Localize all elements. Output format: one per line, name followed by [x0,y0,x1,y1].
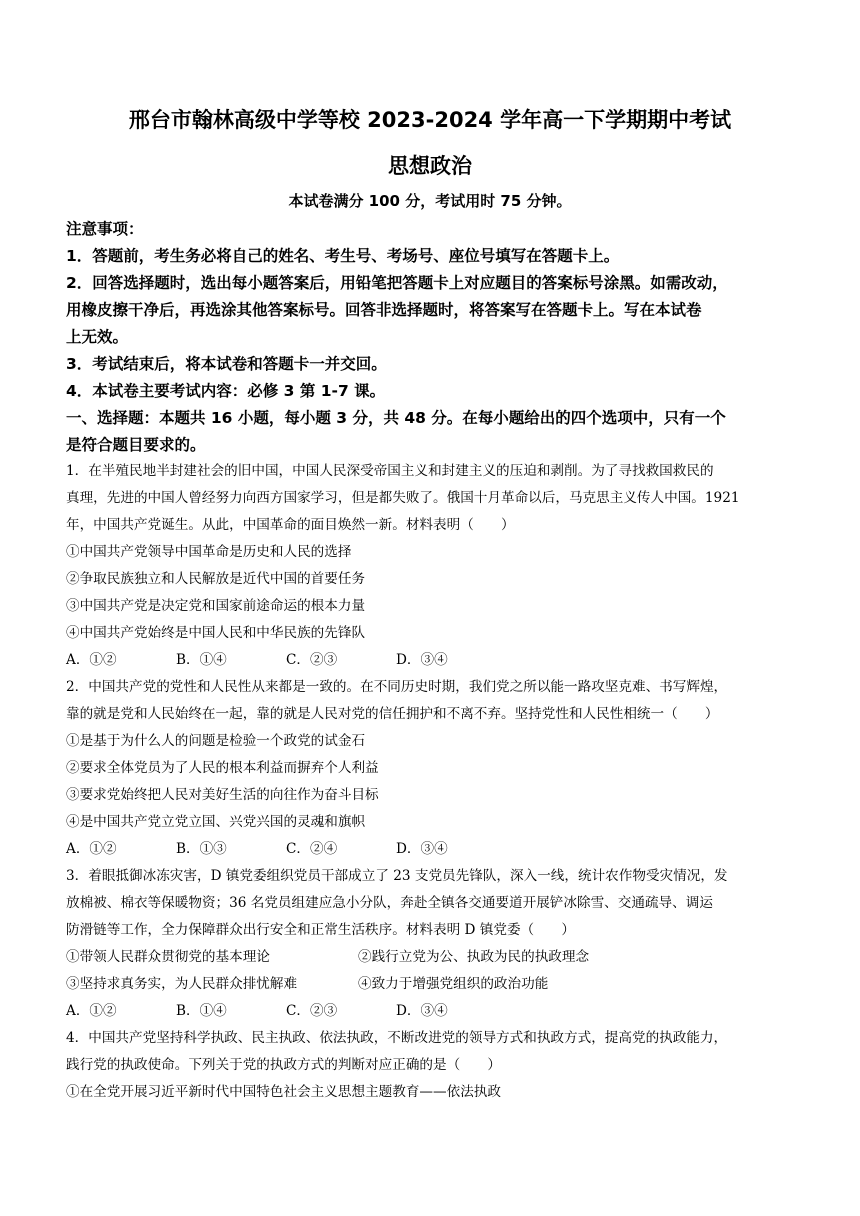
q3-statement-2: ②践行立党为公、执政为民的执政理念 [358,949,590,965]
q1-option-c: C．②③ [286,652,338,668]
q2-stem-line-1: 2．中国共产党的党性和人民性从来都是一致的。在不同历史时期，我们党之所以能一路攻坚克难、书写辉煌， [66,679,728,695]
q2-option-d: D．③④ [396,841,448,857]
q2-stem-line-2: 靠的就是党和人民始终在一起，靠的就是人民对党的信任拥护和不离不弃。坚持党性和人民性相统一（ ） [66,706,719,722]
note-3: 3．考试结束后，将本试卷和答题卡一并交回。 [66,355,387,373]
q1-statement-4: ④中国共产党始终是中国人民和中华民族的先锋队 [66,625,366,641]
q3-stem-line-2: 放棉被、棉衣等保暖物资；36 名党员组建应急小分队，奔赴全镇各交通要道开展铲冰除雪、交通疏导、调运 [66,895,713,911]
note-4: 4．本试卷主要考试内容：必修 3 第 1-7 课。 [66,382,386,400]
q1-option-d: D．③④ [396,652,448,668]
q3-option-d: D．③④ [396,1003,448,1019]
section-heading-line-2: 是符合题目要求的。 [66,436,206,454]
q2-option-a: A．①② [66,841,117,857]
q3-statement-3: ③坚持求真务实，为人民群众排忧解难 [66,976,298,992]
q2-statement-2: ②要求全体党员为了人民的根本利益而摒弃个人利益 [66,760,379,776]
q2-statement-4: ④是中国共产党立党立国、兴党兴国的灵魂和旗帜 [66,814,366,830]
q4-stem-line-2: 践行党的执政使命。下列关于党的执政方式的判断对应正确的是（ ） [66,1057,501,1073]
q3-option-a: A．①② [66,1003,117,1019]
q2-statement-3: ③要求党始终把人民对美好生活的向往作为奋斗目标 [66,787,379,803]
q2-options [66,837,506,857]
note-2-line-1: 2．回答选择题时，选出每小题答案后，用铅笔把答题卡上对应题目的答案标号涂黑。如需改动， [66,274,728,292]
q1-stem-line-2: 真理，先进的中国人曾经努力向西方国家学习，但是都失败了。俄国十月革命以后，马克思主义传人中国。1921 [66,490,740,506]
q1-statement-2: ②争取民族独立和人民解放是近代中国的首要任务 [66,571,366,587]
exam-info: 本试卷满分 100 分，考试用时 75 分钟。 [288,192,572,210]
q3-statement-1: ①带领人民群众贯彻党的基本理论 [66,949,270,965]
exam-title: 邢台市翰林高级中学等校 2023-2024 学年高一下学期期中考试 [128,108,732,132]
q3-stem-line-1: 3．着眼抵御冰冻灾害，D 镇党委组织党员干部成立了 23 支党员先锋队，深入一线，统计农作物受灾情况，发 [66,868,728,884]
q1-option-a: A．①② [66,652,117,668]
q1-option-b: B．①④ [176,652,227,668]
section-heading-line-1: 一、选择题：本题共 16 小题，每小题 3 分，共 48 分。在每小题给出的四个选项中，只有一个 [66,409,726,427]
q2-option-c: C．②④ [286,841,338,857]
q2-option-b: B．①③ [176,841,227,857]
q4-stem-line-1: 4．中国共产党坚持科学执政、民主执政、依法执政，不断改进党的领导方式和执政方式，提高党的执政能力， [66,1030,728,1046]
q1-options [66,648,506,668]
q3-stem-line-3: 防滑链等工作，全力保障群众出行安全和正常生活秩序。材料表明 D 镇党委（ ） [66,922,575,938]
note-2-line-2: 用橡皮擦干净后，再选涂其他答案标号。回答非选择题时，将答案写在答题卡上。写在本试卷 [66,301,702,319]
q3-statement-4: ④致力于增强党组织的政治功能 [358,976,549,992]
subject-title: 思想政治 [388,154,472,178]
q1-stem-line-3: 年，中国共产党诞生。从此，中国革命的面目焕然一新。材料表明（ ） [66,517,515,533]
notes-heading: 注意事项： [66,220,144,238]
q3-options [66,999,506,1019]
note-2-line-3: 上无效。 [66,328,129,346]
q3-option-c: C．②③ [286,1003,338,1019]
q1-statement-1: ①中国共产党领导中国革命是历史和人民的选择 [66,544,352,560]
q3-option-b: B．①④ [176,1003,227,1019]
q4-statement-1: ①在全党开展习近平新时代中国特色社会主义思想主题教育——依法执政 [66,1084,501,1100]
q1-stem-line-1: 1．在半殖民地半封建社会的旧中国，中国人民深受帝国主义和封建主义的压迫和剥削。为了寻找救国救民的 [66,463,714,479]
q2-statement-1: ①是基于为什么人的问题是检验一个政党的试金石 [66,733,366,749]
note-1: 1．答题前，考生务必将自己的姓名、考生号、考场号、座位号填写在答题卡上。 [66,247,620,265]
q1-statement-3: ③中国共产党是决定党和国家前途命运的根本力量 [66,598,366,614]
